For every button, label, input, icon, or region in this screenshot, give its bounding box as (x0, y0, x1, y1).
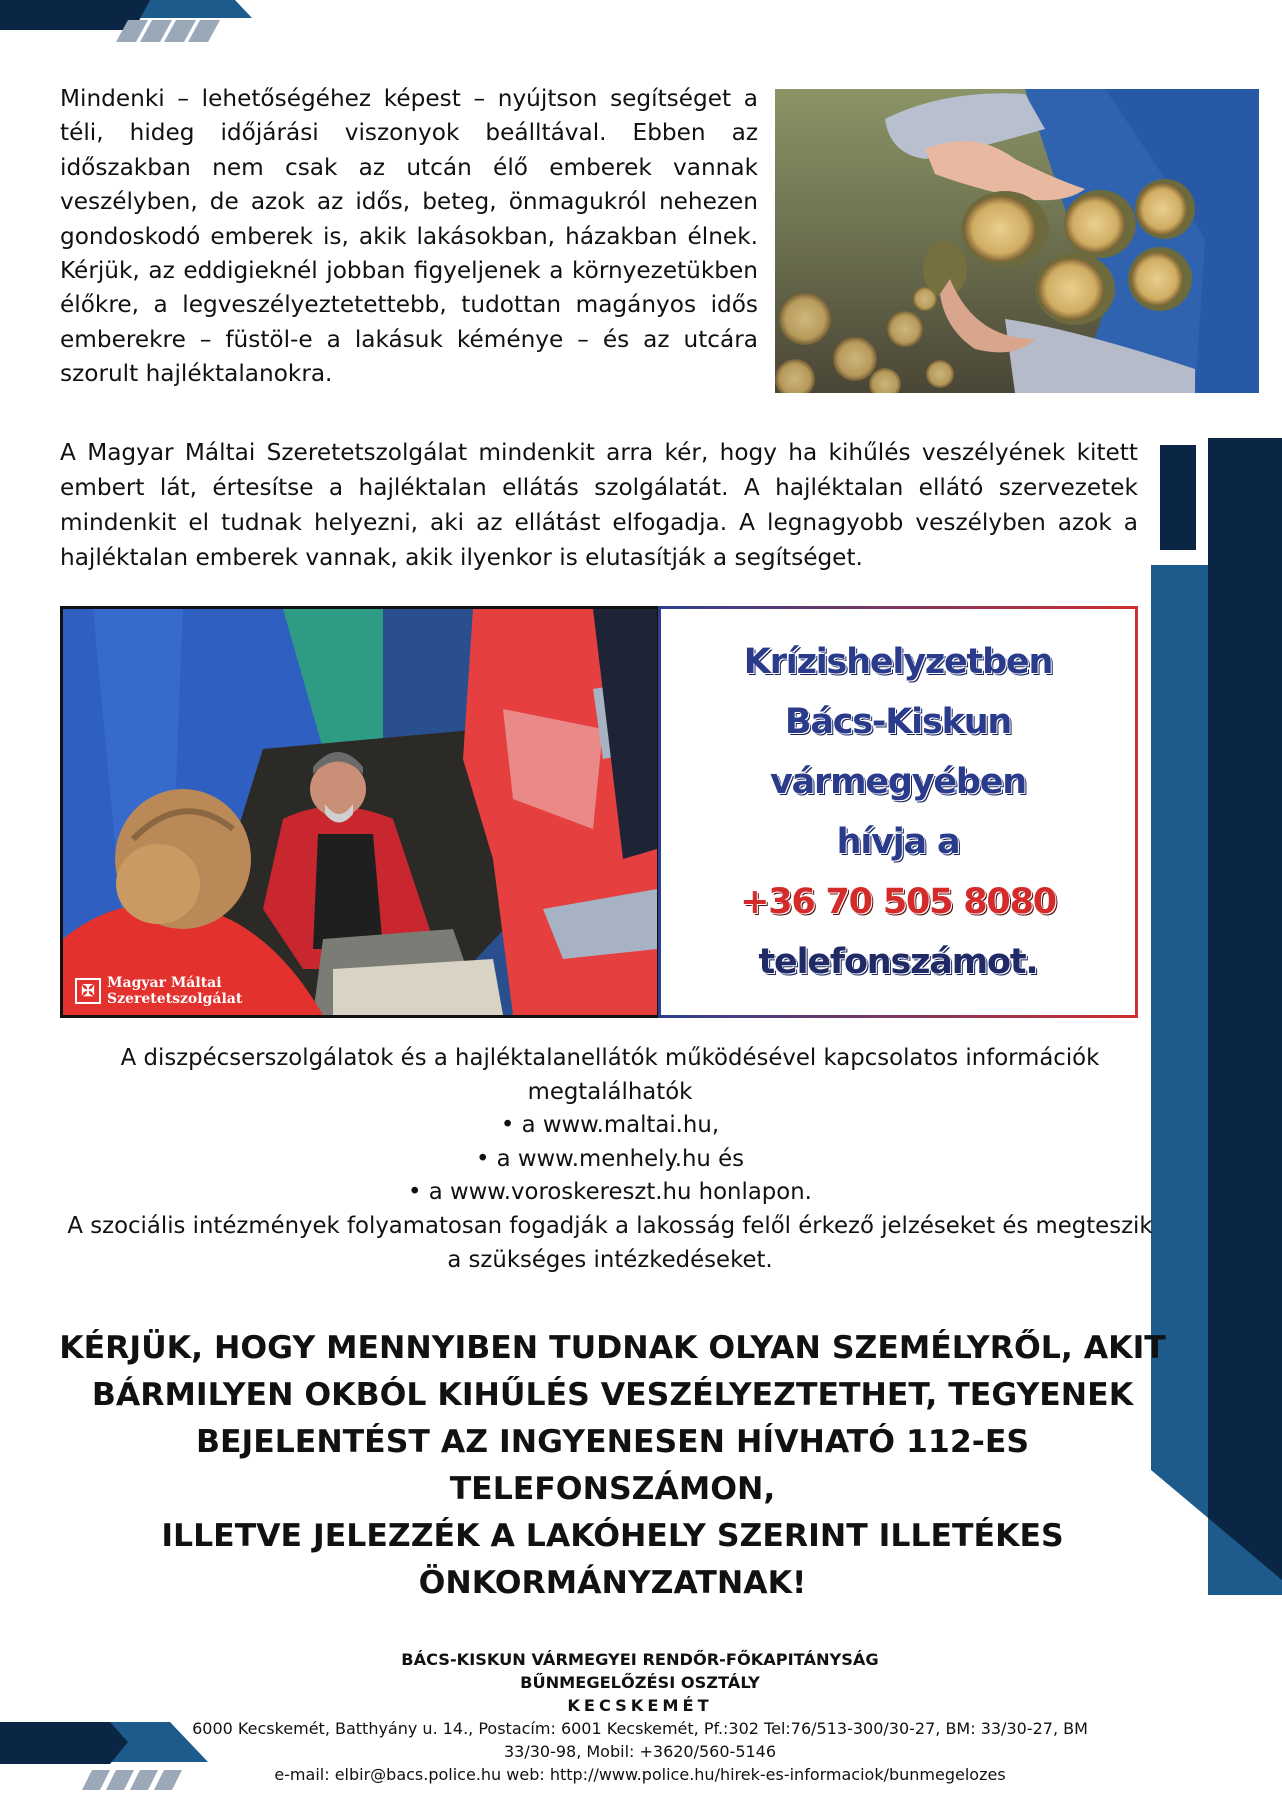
footer-contact: e-mail: elbir@bacs.police.hu web: http://www.police.hu/hirek-es-informaciok/bunmegelozes (274, 1765, 1006, 1784)
maltese-cross-icon: ✠ (75, 978, 101, 1004)
crisis-hotline-box (658, 606, 1138, 1018)
warning-line-3: BEJELENTÉST AZ INGYENESEN HÍVHATÓ 112-ES TELEFONSZÁMON, (195, 1424, 1030, 1507)
footer-address-2: 33/30-98, Mobil: +3620/560-5146 (503, 1742, 777, 1761)
footer-org: BÁCS-KISKUN VÁRMEGYEI RENDŐR-FŐKAPITÁNYSÁG (401, 1650, 879, 1669)
warning-line-2: BÁRMILYEN OKBÓL KIHŰLÉS VESZÉLYEZTETHET, TEGYENEK (91, 1377, 1134, 1413)
crisis-line-3: hívja a (836, 822, 960, 862)
intro-paragraph: Mindenki – lehetőségéhez képest – nyújtson segítséget a téli, hideg időjárási viszonyok beálltával. Ebben az időszakban nem csak az utcán élő emberek vannak veszélyben, de azok az idős, beteg, önmagukról nehezen gondoskodó emberek is, akik lakásokban, házakban élnek. Kérjük, az eddigieknél jobban figyeljenek a környezetükben élőkre, a legveszélyeztetettebb, tudottan magányos idős emberekre – füstöl-e a lakásuk kéménye – és az utcára szorult hajléktalanokra. (60, 85, 758, 388)
jacket-text-line1: Magyar Máltai (107, 975, 222, 991)
firewood-photo (775, 89, 1259, 393)
info-bullet-menhely: • a www.menhely.hu és (475, 1145, 745, 1172)
footer-city: KECSKEMÉT (567, 1696, 713, 1715)
crisis-phone-number: +36 70 505 8080 (740, 882, 1056, 922)
photo-jacket-logo (75, 975, 242, 1007)
warning-line-4: ILLETVE JELEZZÉK A LAKÓHELY SZERINT ILLETÉKES (161, 1518, 1064, 1554)
volunteers-tent-photo (60, 606, 660, 1018)
info-line-2: megtalálhatók (527, 1078, 693, 1105)
info-line-6: A szociális intézmények folyamatosan fogadják a lakosság felől érkező jelzéseket és megteszik (67, 1212, 1153, 1239)
footer-dept: BŰNMEGELŐZÉSI OSZTÁLY (520, 1673, 760, 1692)
crisis-line-2: Bács-Kiskun vármegyében (769, 702, 1027, 802)
info-bullet-maltai: • a www.maltai.hu, (500, 1112, 720, 1139)
crisis-line-1: Krízishelyzetben (743, 642, 1053, 682)
info-line-7: a szükséges intézkedéseket. (447, 1246, 773, 1273)
warning-block (30, 1325, 1195, 1607)
maltese-paragraph: A Magyar Máltai Szeretetszolgálat mindenkit arra kér, hogy ha kihűlés veszélyének kitett embert lát, értesítse a hajléktalan ellátás szolgálatát. A hajléktalan ellátó szervezetek mindenkit el tudnak helyezni, aki az ellátást elfogadja. A legnagyobb veszélyben azok a hajléktalan emberek vannak, akik ilyenkor is elutasítják a segítséget. (60, 439, 1138, 571)
info-line-1: A diszpécserszolgálatok és a hajléktalanellátók működésével kapcsolatos információk (120, 1045, 1100, 1071)
warning-line-1: KÉRJÜK, HOGY MENNYIBEN TUDNAK OLYAN SZEMÉLYRŐL, AKIT (59, 1330, 1166, 1366)
warning-line-5: ÖNKORMÁNYZATNAK! (418, 1565, 807, 1601)
footer-address-1: 6000 Kecskemét, Batthyány u. 14., Postacím: 6001 Kecskemét, Pf.:302 Tel:76/513-300/30-27, BM: 33/30-27, BM (192, 1719, 1088, 1738)
info-bullet-voroskereszt: • a www.voroskereszt.hu honlapon. (408, 1179, 812, 1206)
top-left-decoration (0, 0, 260, 48)
jacket-text-line2: Szeretetszolgálat (107, 991, 243, 1007)
crisis-line-5: telefonszámot. (758, 942, 1038, 982)
footer (160, 1648, 1120, 1786)
info-block (60, 1042, 1160, 1277)
